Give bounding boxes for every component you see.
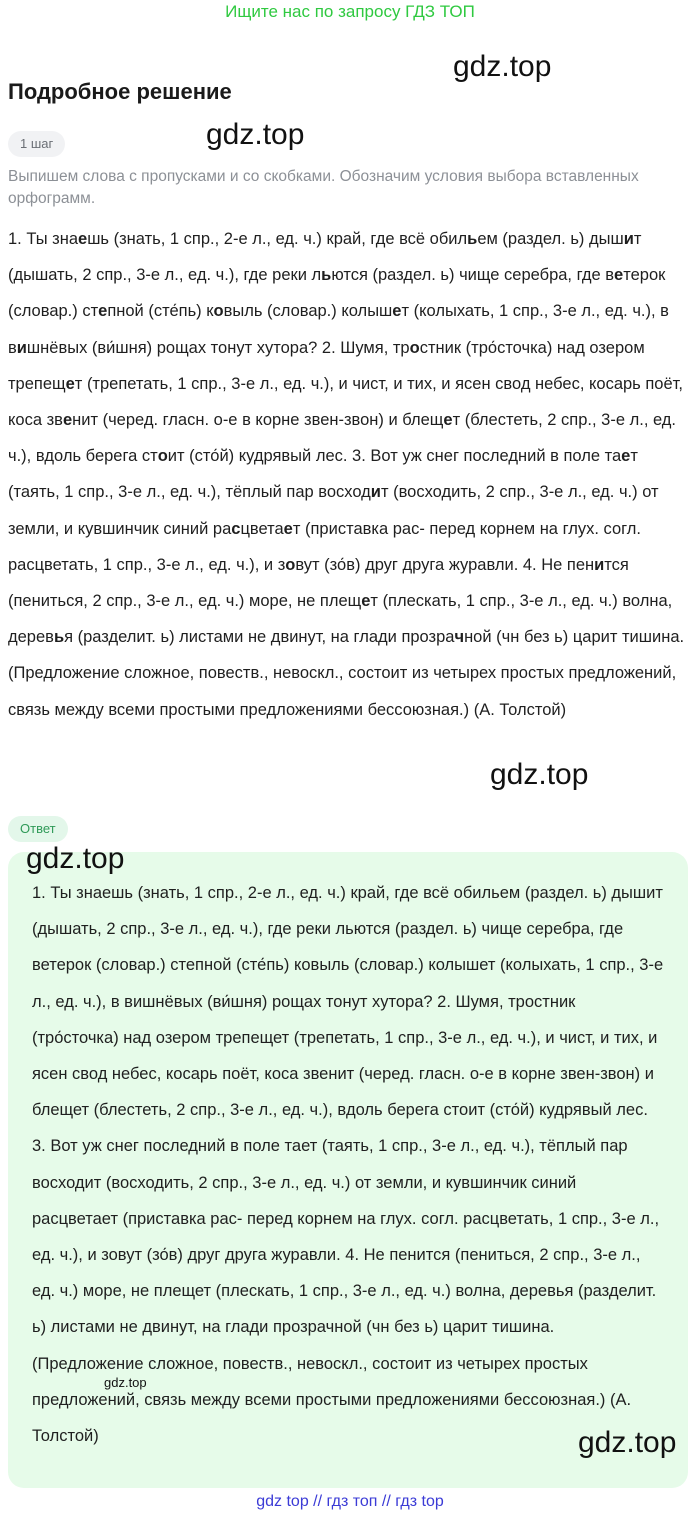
footer-link-gdz-top[interactable]: gdz top: [256, 1493, 309, 1510]
footer-link-gdz-top-ru[interactable]: гдз топ: [326, 1493, 378, 1510]
solution-fragment: шнёвых (ви́шня) рощах тонут хутора? 2. Шумя, тр: [26, 338, 410, 357]
footer-links: [0, 1492, 700, 1512]
answer-text: 1. Ты знаешь (знать, 1 спр., 2-е л., ед. ч.) край, где всё обильем (раздел. ь) дышит (дышать, 2 спр., 3-е л., ед. ч.), где реки льются (раздел. ь) чище серебра, где ветерок (словар.) степной (сте́пь) ковыль (словар.) колышет (колыхать, 1 спр., 3-е л., ед. ч.), в вишнёвых (ви́шня) рощах тонут хутора? 2. Шумя, тростник (тро́сточка) над озером трепещет (трепетать, 1 спр., 3-е л., ед. ч.), и чист, и тих, и ясен свод небес, косарь поёт, коса звенит (черед. гласн. о-е в корне звен-звон) и блещет (блестеть, 2 спр., 3-е л., ед. ч.), вдоль берега стоит (сто́й) кудрявый лес. 3. Вот уж снег последний в поле тает (таять, 1 спр., 3-е л., ед. ч.), тёплый пар восходит (восходить, 2 спр., 3-е л., ед. ч.) от земли, и кувшинчик синий расцветает (приставка рас- перед корнем на глух. согл. расцветать, 1 спр., 3-е л., ед. ч.), и зовут (зо́в) друг друга журавли. 4. Не пенится (пениться, 2 спр., 3-е л., ед. ч.) море, не плещет (плескать, 1 спр., 3-е л., ед. ч.) волна, деревья (разделит. ь) листами не двинут, на глади прозрачной (чн без ь) царит тишина. (Предложение сложное, повеств., невоскл., состоит из четырех простых предложений, связь между всеми простыми предложениями бессоюзная.) (А. Толстой): [32, 884, 664, 1446]
highlighted-letter: е: [283, 519, 293, 538]
highlighted-letter: о: [213, 302, 224, 321]
solution-fragment: 1. Ты зна: [8, 230, 78, 248]
section-title: Подробное решение: [8, 79, 232, 104]
solution-fragment: вут (зо́в) друг друга журавли. 4. Не пен: [295, 555, 595, 574]
solution-fragment: т (таять, 1 спр., 3-е л., ед. ч.), тёплый пар восход: [8, 447, 638, 502]
solution-fragment: т (блестеть, 2 спр., 3-е л., ед. ч.), вдоль берега ст: [8, 411, 677, 466]
highlighted-letter: е: [62, 411, 73, 430]
solution-fragment: т (приставка рас- перед корнем на глух. согл. расцветать, 1 спр., 3-е л., ед. ч.), и з: [8, 519, 642, 574]
solution-fragment: я (разделит. ь) листами не двинут, на глади прозра: [64, 628, 455, 647]
solution-fragment: т (восходить, 2 спр., 3-е л., ед. ч.) от земли, и кувшинчик синий ра: [8, 483, 659, 538]
intro-text: Выпишем слова с пропусками и со скобками. Обозначим условия выбора вставленных орфограмм.: [8, 168, 639, 207]
solution-fragment: цвета: [240, 519, 284, 538]
solution-fragment: т (дышать, 2 спр., 3-е л., ед. ч.), где реки л: [8, 230, 642, 285]
solution-fragment: тся (пениться, 2 спр., 3-е л., ед. ч.) море, не плещ: [8, 555, 629, 611]
step-badge: 1 шаг: [8, 131, 65, 157]
highlighted-letter: с: [231, 519, 241, 538]
solution-fragment: т (плескать, 1 спр., 3-е л., ед. ч.) волна, дерев: [8, 592, 673, 647]
highlighted-letter: о: [409, 338, 420, 357]
highlighted-letter: и: [370, 483, 381, 502]
highlighted-letter: е: [443, 411, 453, 430]
solution-fragment: терок (словар.) ст: [8, 266, 666, 321]
footer-link-gdz-top-mixed[interactable]: гдз top: [395, 1493, 444, 1510]
solution-fragment: ются (раздел. ь) чище серебра, где в: [331, 266, 615, 285]
footer-separator: //: [313, 1493, 323, 1510]
solution-fragment: ной (чн без ь) царит тишина. (Предложение сложное, повеств., невоскл., состоит из четырех простых предложений, связь между всеми простыми предложениями бессоюзная.) (А. Толстой): [8, 628, 685, 719]
watermark: gdz.top: [206, 118, 305, 151]
solution-fragment: стник (тро́сточка) над озером трепещ: [8, 338, 645, 393]
search-banner: Ищите нас по запросу ГДЗ ТОП: [225, 2, 475, 21]
highlighted-letter: е: [392, 302, 402, 321]
highlighted-letter: ь: [53, 628, 65, 647]
watermark: gdz.top: [453, 50, 552, 83]
solution-fragment: т (трепетать, 1 спр., 3-е л., ед. ч.), и чист, и тих, и ясен свод небес, косарь поёт, коса зв: [8, 374, 683, 430]
solution-fragment: т (колыхать, 1 спр., 3-е л., ед. ч.), в в: [8, 302, 669, 357]
solution-text: [8, 221, 694, 728]
solution-fragment: ит (сто́й) кудрявый лес. 3. Вот уж снег последний в поле та: [167, 447, 622, 466]
watermark: gdz.top: [104, 1375, 147, 1390]
highlighted-letter: е: [78, 230, 88, 248]
highlighted-letter: ч: [454, 628, 465, 647]
highlighted-letter: е: [621, 447, 631, 466]
highlighted-letter: о: [157, 447, 168, 466]
watermark: gdz.top: [490, 758, 589, 791]
highlighted-letter: е: [98, 302, 108, 321]
highlighted-letter: е: [361, 592, 371, 611]
solution-fragment: выль (словар.) колыш: [223, 302, 393, 321]
footer-separator: //: [381, 1493, 391, 1510]
watermark: gdz.top: [26, 842, 125, 875]
solution-fragment: нит (черед. гласн. о-е в корне звен-звон) и блещ: [72, 411, 444, 430]
solution-fragment: пной (сте́пь) к: [107, 302, 214, 321]
solution-fragment: шь (знать, 1 спр., 2-е л., ед. ч.) край, где всё обил: [87, 230, 468, 248]
highlighted-letter: и: [594, 555, 605, 574]
highlighted-letter: и: [623, 230, 634, 248]
answer-badge: Ответ: [8, 816, 68, 842]
highlighted-letter: о: [285, 555, 296, 574]
highlighted-letter: е: [65, 374, 75, 393]
highlighted-letter: е: [614, 266, 624, 285]
watermark: gdz.top: [578, 1426, 677, 1459]
highlighted-letter: ь: [321, 266, 332, 285]
highlighted-letter: ь: [467, 230, 478, 248]
highlighted-letter: и: [16, 338, 27, 357]
solution-fragment: ем (раздел. ь) дыш: [477, 230, 624, 248]
